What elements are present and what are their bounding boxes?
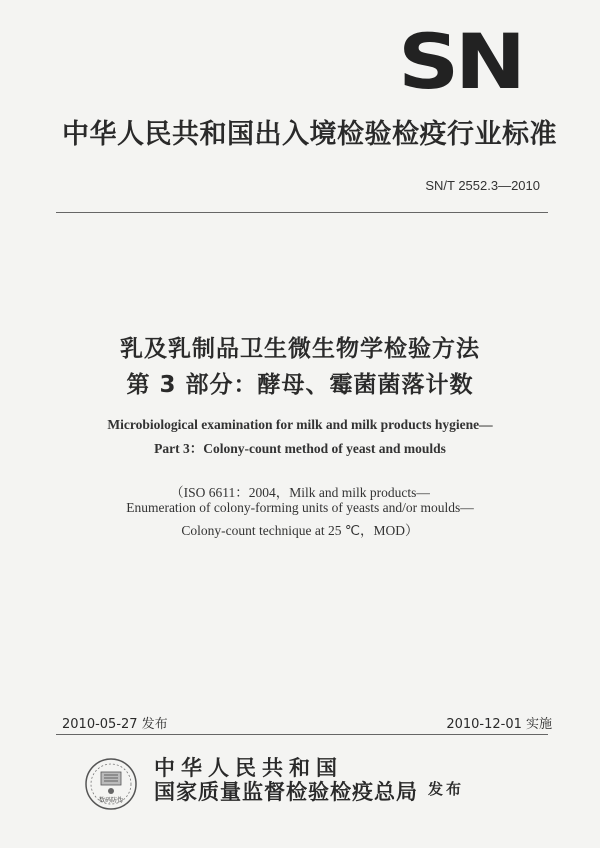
english-title-line-2: Part 3：Colony-count method of yeast and moulds: [154, 441, 446, 456]
english-title-line-1: Microbiological examination for milk and milk products hygiene—: [107, 417, 493, 432]
chinese-title-line-2: 第 3 部分：酵母、霉菌菌落计数: [126, 372, 474, 398]
standard-category-title: 中华人民共和国出入境检验检疫行业标准: [62, 119, 557, 150]
svg-text:数码防伪: 数码防伪: [98, 797, 124, 804]
publish-label: 发布: [428, 780, 465, 798]
anti-counterfeit-seal-icon: [84, 757, 138, 811]
sn-logo: SN: [398, 17, 522, 106]
bottom-divider: [56, 734, 548, 735]
top-divider: [56, 212, 548, 213]
issue-date: 2010-05-27 发布: [62, 717, 168, 732]
issuer-line-2: 国家质量监督检验检疫总局: [154, 780, 418, 804]
issuer-line-1: 中华人民共和国: [154, 756, 343, 780]
chinese-title-line-1: 乳及乳制品卫生微生物学检验方法: [120, 336, 480, 362]
adoption-note-line-1: （ISO 6611：2004，Milk and milk products—: [170, 485, 430, 500]
implementation-date: 2010-12-01 实施: [446, 717, 552, 732]
standard-number: SN/T 2552.3—2010: [425, 178, 540, 193]
adoption-note-line-3: Colony-count technique at 25 ℃，MOD）: [181, 523, 419, 538]
adoption-note-line-2: Enumeration of colony-forming units of yeasts and/or moulds—: [126, 500, 474, 515]
